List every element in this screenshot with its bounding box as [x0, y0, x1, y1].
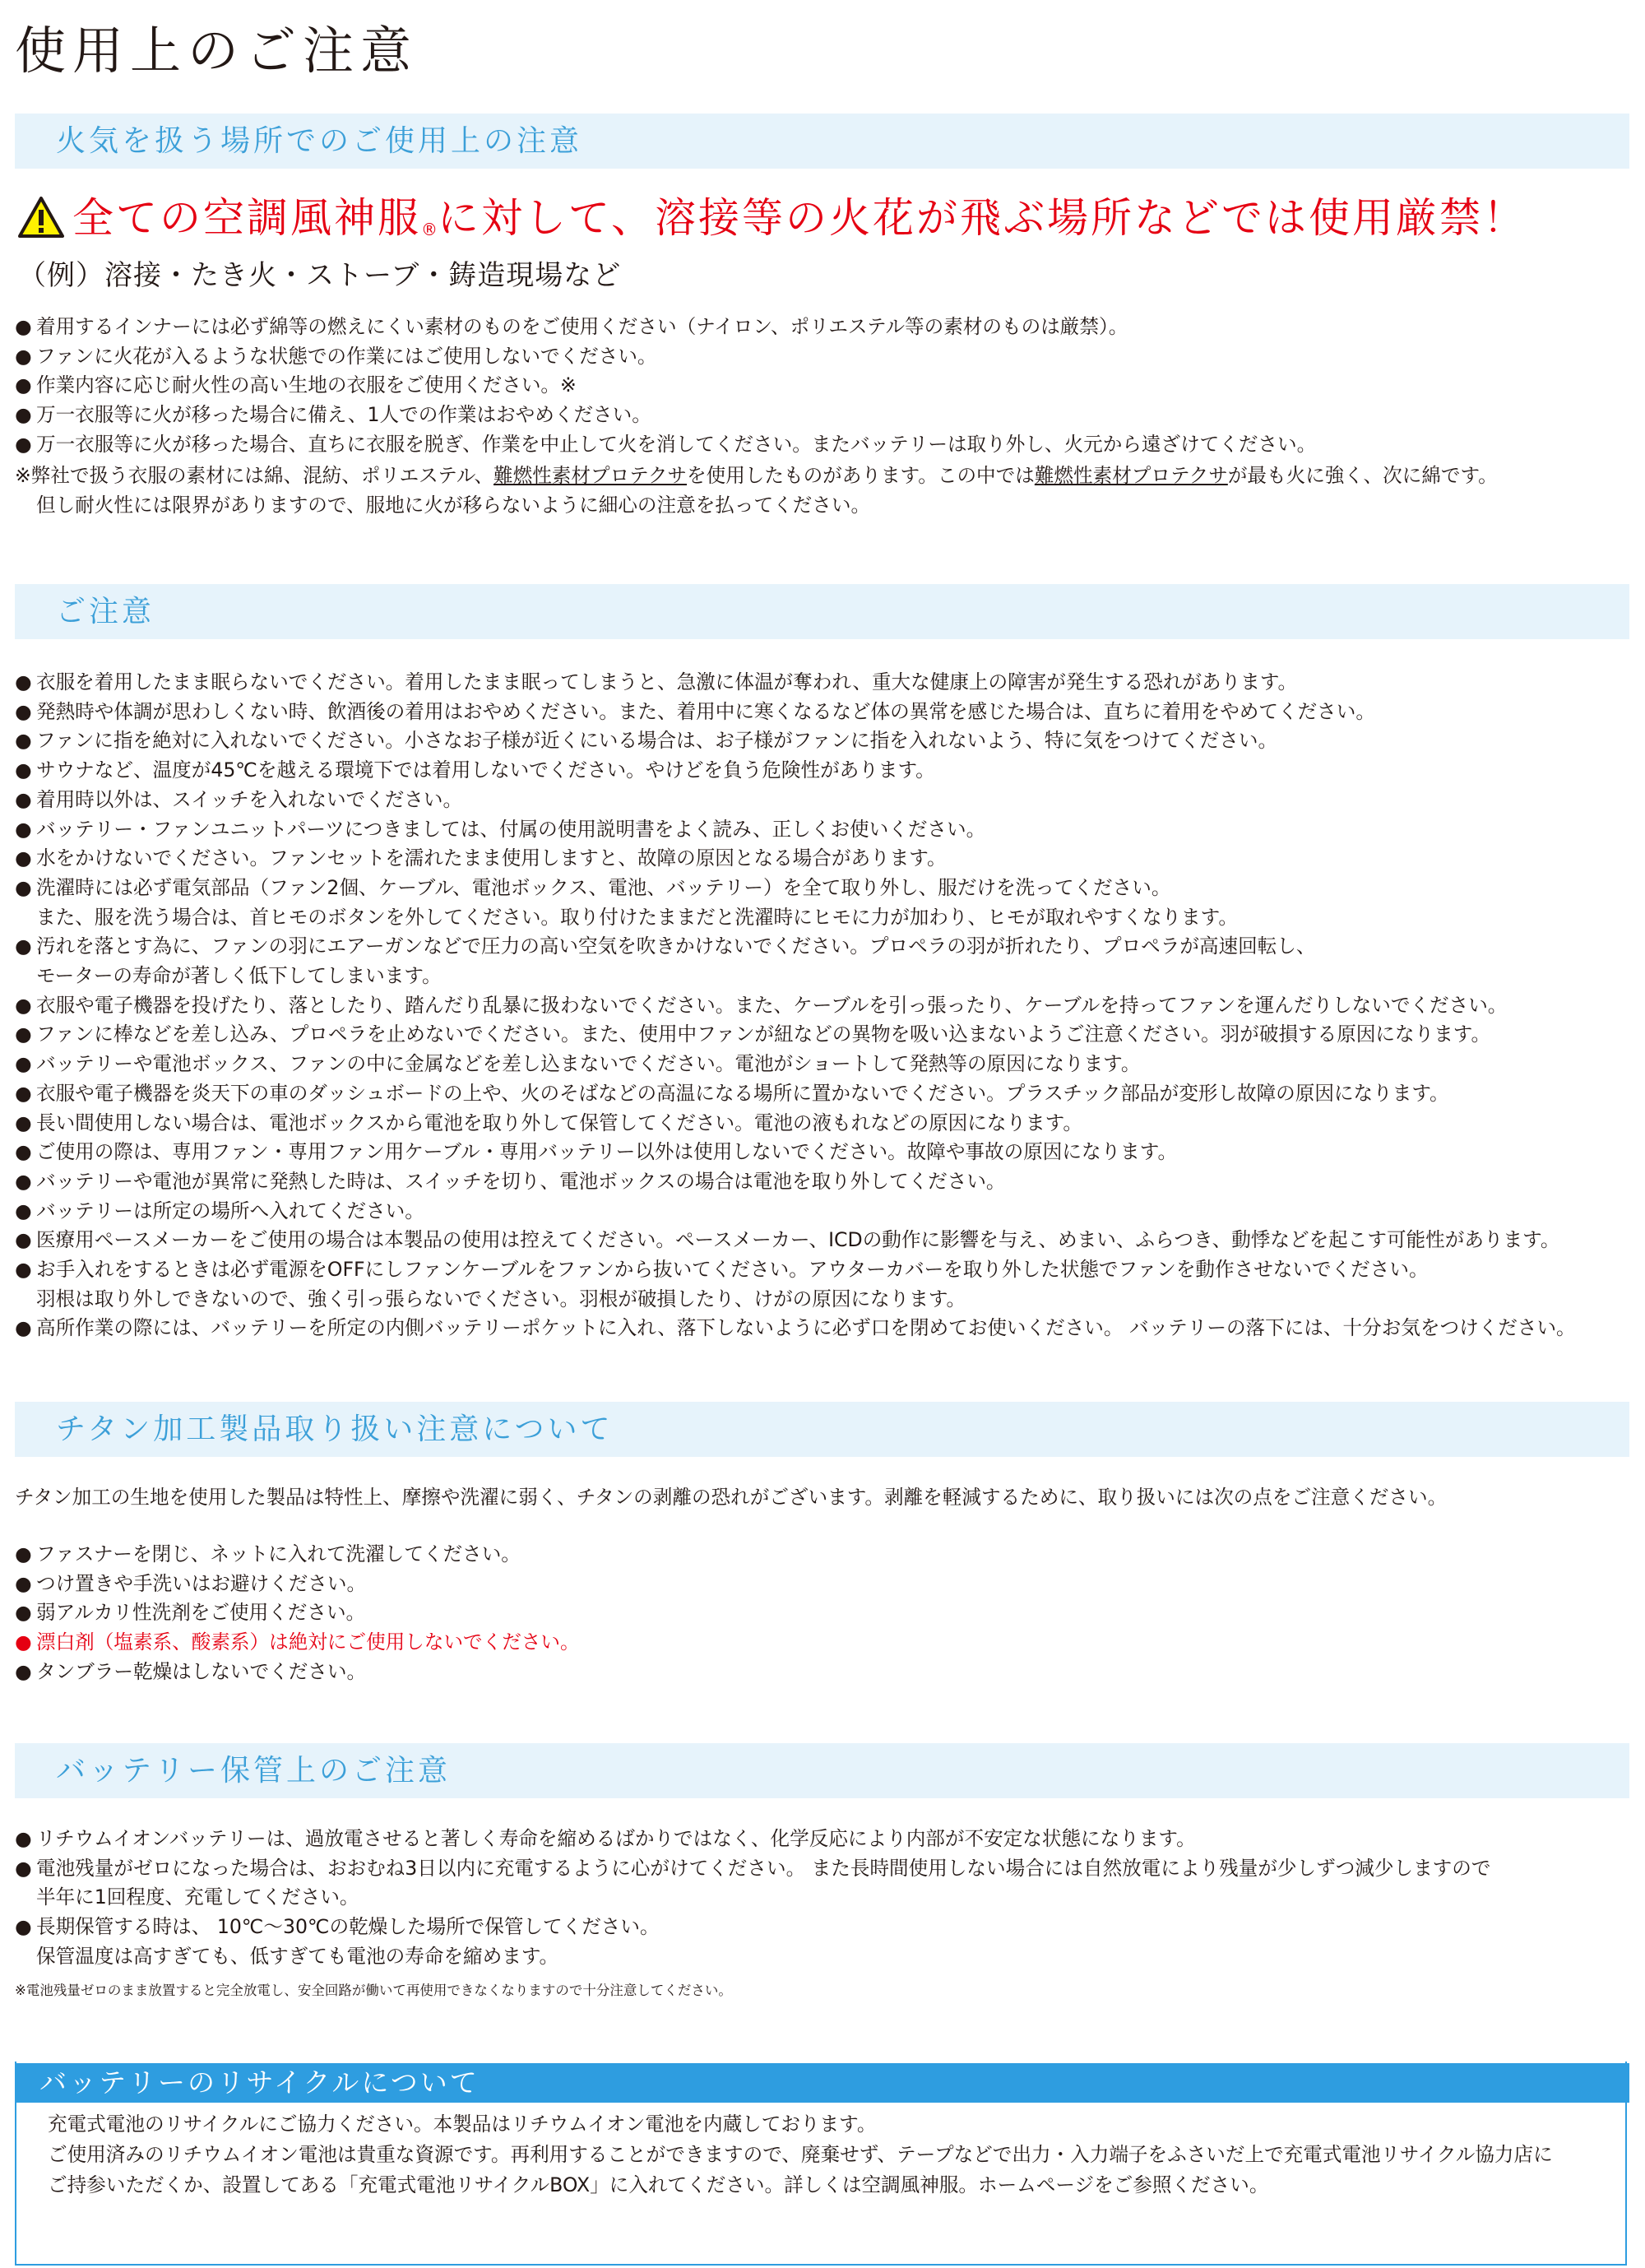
bullet-icon: ● — [15, 670, 32, 693]
list-item — [15, 698, 1639, 727]
list-item — [15, 786, 1639, 815]
bullet-icon: ● — [15, 1258, 32, 1282]
list-item-text: 衣服や電子機器を投げたり、落としたり、踏んだり乱暴に扱わないでください。また、ケーブルを引っ張ったり、ケーブルを持ってファンを運んだりしないでください。 — [36, 993, 1508, 1017]
list-item-text: ファスナーを閉じ、ネットに入れて洗濯してください。 — [36, 1542, 521, 1565]
list-item — [15, 1628, 1639, 1658]
warning-text — [72, 191, 1527, 245]
list-item — [15, 991, 1639, 1021]
bullet-icon: ● — [15, 1827, 32, 1850]
bullet-icon: ● — [15, 1140, 32, 1164]
bullet-icon: ● — [15, 1199, 32, 1222]
bullet-icon: ● — [15, 699, 32, 723]
section-heading-label: チタン加工製品取り扱い注意について — [56, 1412, 614, 1446]
section-heading-label: 火気を扱う場所でのご使用上の注意 — [56, 124, 583, 158]
section-heading-label: バッテリー保管上のご注意 — [56, 1754, 452, 1788]
bullet-icon: ● — [15, 1915, 32, 1939]
list-item — [15, 1913, 1639, 1971]
bullet-icon: ● — [15, 432, 32, 456]
fire-note-text: ※弊社で扱う衣服の素材には綿、混紡、ポリエステル、 — [15, 464, 494, 487]
fire-bullet-list — [15, 313, 1639, 460]
list-item-text: タンブラー乾燥はしないでください。 — [36, 1659, 367, 1683]
list-item-text: 漂白剤（塩素系、酸素系）は絶対にご使用しないでください。 — [36, 1630, 580, 1654]
bullet-icon: ● — [15, 1023, 32, 1046]
bullet-icon: ● — [15, 935, 32, 958]
list-item — [15, 1598, 1639, 1628]
bullet-icon: ● — [15, 1659, 32, 1683]
list-item — [15, 371, 1639, 401]
list-item — [15, 342, 1639, 372]
bullet-icon: ● — [15, 403, 32, 427]
protexa-link[interactable]: 難燃性素材プロテクサ — [1034, 464, 1228, 487]
caution-bullet-list — [15, 668, 1639, 1343]
list-item — [15, 401, 1639, 430]
list-item-text: サウナなど、温度が45℃を越える環境下では着用しないでください。やけどを負う危険性があります。 — [36, 758, 935, 782]
section-heading-label: ご注意 — [56, 595, 155, 628]
fire-note-line2: 但し耐火性には限界がありますので、服地に火が移らないように細心の注意を払ってください。 — [36, 494, 871, 517]
list-item — [15, 1854, 1639, 1913]
list-item — [15, 844, 1639, 874]
protexa-link[interactable]: 難燃性素材プロテクサ — [494, 464, 688, 487]
bullet-icon: ● — [15, 1856, 32, 1880]
list-item — [15, 874, 1639, 932]
list-item-text: 衣服を着用したまま眠らないでください。着用したまま眠ってしまうと、急激に体温が奪われ、重大な健康上の障害が発生する恐れがあります。 — [36, 670, 1298, 693]
list-item-continuation: モーターの寿命が著しく低下してしまいます。 — [36, 964, 442, 988]
list-item-text: 着用するインナーには必ず綿等の燃えにくい素材のものをご使用ください（ナイロン、ポリエステル等の素材のものは厳禁）。 — [36, 315, 1128, 338]
section-heading-caution — [15, 584, 1629, 639]
bullet-icon: ● — [15, 758, 32, 782]
list-item-text: バッテリー・ファンユニットパーツにつきましては、付属の使用説明書をよく読み、正しくお使いください。 — [36, 817, 986, 841]
bullet-icon: ● — [15, 729, 32, 753]
list-item — [15, 1825, 1639, 1854]
list-item-text: バッテリーや電池が異常に発熱した時は、スイッチを切り、電池ボックスの場合は電池を取り外してください。 — [36, 1169, 1006, 1193]
list-item-text: お手入れをするときは必ず電源をOFFにしファンケーブルをファンから抜いてください。アウターカバーを取り外した状態でファンを動作させないでください。 — [36, 1258, 1429, 1282]
list-item-text: 作業内容に応じ耐火性の高い生地の衣服をご使用ください。※ — [36, 373, 577, 397]
list-item-text: 着用時以外は、スイッチを入れないでください。 — [36, 787, 463, 811]
fire-note-text: を使用したものがあります。この中では — [687, 464, 1035, 487]
list-item-text: 発熱時や体調が思わしくない時、飲酒後の着用はおやめください。また、着用中に寒くなるなど体の異常を感じた場合は、直ちに着用をやめてください。 — [36, 699, 1375, 723]
recycle-line: 充電式電池のリサイクルにご協力ください。本製品はリチウムイオン電池を内蔵しております。 — [48, 2113, 877, 2136]
list-item-text: 長い間使用しない場合は、電池ボックスから電池を取り外して保管してください。電池の液もれなどの原因になります。 — [36, 1111, 1082, 1134]
bullet-icon: ● — [15, 787, 32, 811]
list-item — [15, 932, 1639, 990]
list-item — [15, 1255, 1639, 1314]
list-item — [15, 1197, 1639, 1227]
section-heading-battery — [15, 1743, 1629, 1798]
recycle-text — [48, 2109, 1553, 2201]
list-item-continuation: 半年に1回程度、充電してください。 — [36, 1885, 359, 1909]
list-item-continuation: 保管温度は高すぎても、低すぎても電池の寿命を縮めます。 — [36, 1944, 559, 1968]
list-item — [15, 313, 1639, 342]
list-item-continuation: また、服を洗う場合は、首ヒモのボタンを外してください。取り付けたままだと洗濯時にヒモに力が加わり、ヒモが取れやすくなります。 — [36, 905, 1238, 929]
registered-mark: ® — [421, 220, 438, 239]
list-item — [15, 815, 1639, 845]
list-item — [15, 756, 1639, 786]
bullet-icon: ● — [15, 1052, 32, 1076]
list-item — [15, 1050, 1639, 1079]
section-heading-fire — [15, 114, 1629, 169]
bullet-icon: ● — [15, 1630, 32, 1654]
list-item — [15, 1020, 1639, 1050]
recycle-box — [15, 2062, 1627, 2266]
section-heading-titanium — [15, 1402, 1629, 1457]
list-item-text: リチウムイオンバッテリーは、過放電させると著しく寿命を縮めるばかりではなく、化学反応により内部が不安定な状態になります。 — [36, 1827, 1196, 1850]
list-item-text: 高所作業の際には、バッテリーを所定の内側バッテリーポケットに入れ、落下しないように必ず口を閉めてお使いください。 バッテリーの落下には、十分お気をつけください。 — [36, 1316, 1576, 1340]
list-item — [15, 1109, 1639, 1139]
recycle-line: ご使用済みのリチウムイオン電池は貴重な資源です。再利用することができますので、廃棄せず、テープなどで出力・入力端子をふさいだ上で充電式電池リサイクル協力店に — [48, 2143, 1553, 2166]
fire-note-text: が最も火に強く、次に綿です。 — [1227, 464, 1498, 487]
fire-warning — [18, 191, 1630, 248]
bullet-icon: ● — [15, 1601, 32, 1625]
list-item — [15, 1658, 1639, 1687]
section-heading-label: バッテリーのリサイクルについて — [39, 2066, 480, 2099]
list-item-text: 洗濯時には必ず電気部品（ファン2個、ケーブル、電池ボックス、電池、バッテリー）を全て取り外し、服だけを洗ってください。 — [36, 875, 1171, 899]
list-item-text: つけ置きや手洗いはお避けください。 — [36, 1571, 367, 1595]
bullet-icon: ● — [15, 373, 32, 397]
list-item — [15, 1314, 1639, 1343]
warning-brand: 全ての空調風神服 — [72, 194, 421, 242]
list-item-text: 水をかけないでください。ファンセットを濡れたまま使用しますと、故障の原因となる場合があります。 — [36, 846, 947, 870]
list-item — [15, 1138, 1639, 1167]
list-item — [15, 1540, 1639, 1570]
list-item-text: ファンに指を絶対に入れないでください。小さなお子様が近くにいる場合は、お子様がファンに指を入れないよう、特に気をつけてください。 — [36, 729, 1278, 753]
list-item — [15, 668, 1639, 698]
bullet-icon: ● — [15, 1081, 32, 1105]
bullet-icon: ● — [15, 993, 32, 1017]
fire-note — [15, 461, 1498, 490]
bullet-icon: ● — [15, 1316, 32, 1340]
bullet-icon: ● — [15, 1169, 32, 1193]
battery-footnote: ※電池残量ゼロのまま放置すると完全放電し、安全回路が働いて再使用できなくなりますので十分注意してください。 — [15, 1983, 732, 1998]
list-item-text: 万一衣服等に火が移った場合、直ちに衣服を脱ぎ、作業を中止して火を消してください。またバッテリーは取り外し、火元から遠ざけてください。 — [36, 432, 1317, 456]
list-item-text: ファンに棒などを差し込み、プロペラを止めないでください。また、使用中ファンが紐などの異物を吸い込まないようご注意ください。羽が破損する原因になります。 — [36, 1023, 1491, 1046]
bullet-icon: ● — [15, 817, 32, 841]
fire-example: （例）溶接・たき火・ストーブ・鋳造現場など — [18, 259, 622, 292]
list-item — [15, 430, 1639, 460]
list-item-continuation: 羽根は取り外しできないので、強く引っ張らないでください。羽根が破損したり、けがの原因になります。 — [36, 1287, 966, 1310]
list-item-text: 汚れを落とす為に、ファンの羽にエアーガンなどで圧力の高い空気を吹きかけないでください。プロペラの羽が折れたり、プロペラが高速回転し、 — [36, 935, 1316, 958]
battery-bullet-list — [15, 1825, 1639, 1972]
list-item — [15, 1226, 1639, 1255]
list-item-text: バッテリーや電池ボックス、ファンの中に金属などを差し込まないでください。電池がショートして発熱等の原因になります。 — [36, 1052, 1141, 1076]
list-item-text: 万一衣服等に火が移った場合に備え、1人での作業はおやめください。 — [36, 403, 651, 427]
list-item-text: ご使用の際は、専用ファン・専用ファン用ケーブル・専用バッテリー以外は使用しないでください。故障や事故の原因になります。 — [36, 1140, 1178, 1164]
list-item-text: 長期保管する時は、 10℃～30℃の乾燥した場所で保管してください。 — [36, 1915, 660, 1939]
warning-message: に対して、溶接等の火花が飛ぶ場所などでは使用厳禁！ — [438, 194, 1527, 242]
warning-triangle-icon — [18, 196, 64, 239]
bullet-icon: ● — [15, 1571, 32, 1595]
page-title: 使用上のご注意 — [15, 21, 419, 81]
list-item-text: 弱アルカリ性洗剤をご使用ください。 — [36, 1601, 366, 1625]
bullet-icon: ● — [15, 315, 32, 338]
bullet-icon: ● — [15, 846, 32, 870]
titanium-bullet-list — [15, 1540, 1639, 1687]
list-item-text: ファンに火花が入るような状態での作業にはご使用しないでください。 — [36, 344, 657, 368]
titanium-intro: チタン加工の生地を使用した製品は特性上、摩擦や洗濯に弱く、チタンの剥離の恐れがございます。剥離を軽減するために、取り扱いには次の点をご注意ください。 — [15, 1486, 1448, 1509]
bullet-icon: ● — [15, 875, 32, 899]
list-item-text: 医療用ペースメーカーをご使用の場合は本製品の使用は控えてください。ペースメーカー、ICDの動作に影響を与え、めまい、ふらつき、動悸などを起こす可能性があります。 — [36, 1228, 1560, 1252]
bullet-icon: ● — [15, 1111, 32, 1134]
recycle-line: ご持参いただくか、設置してある「充電式電池リサイクルBOX」に入れてください。詳しくは空調風神服。ホームページをご参照ください。 — [48, 2173, 1269, 2196]
list-item — [15, 1570, 1639, 1599]
list-item-text: 衣服や電子機器を炎天下の車のダッシュボードの上や、火のそばなどの高温になる場所に置かないでください。プラスチック部品が変形し故障の原因になります。 — [36, 1081, 1449, 1105]
list-item — [15, 726, 1639, 756]
list-item — [15, 1167, 1639, 1197]
bullet-icon: ● — [15, 1228, 32, 1252]
list-item-text: 電池残量がゼロになった場合は、おおむね3日以内に充電するように心がけてください。 また長時間使用しない場合には自然放電により残量が少しずつ減少しますので — [36, 1856, 1491, 1880]
list-item-text: バッテリーは所定の場所へ入れてください。 — [36, 1199, 424, 1222]
bullet-icon: ● — [15, 1542, 32, 1565]
bullet-icon: ● — [15, 344, 32, 368]
list-item — [15, 1079, 1639, 1109]
